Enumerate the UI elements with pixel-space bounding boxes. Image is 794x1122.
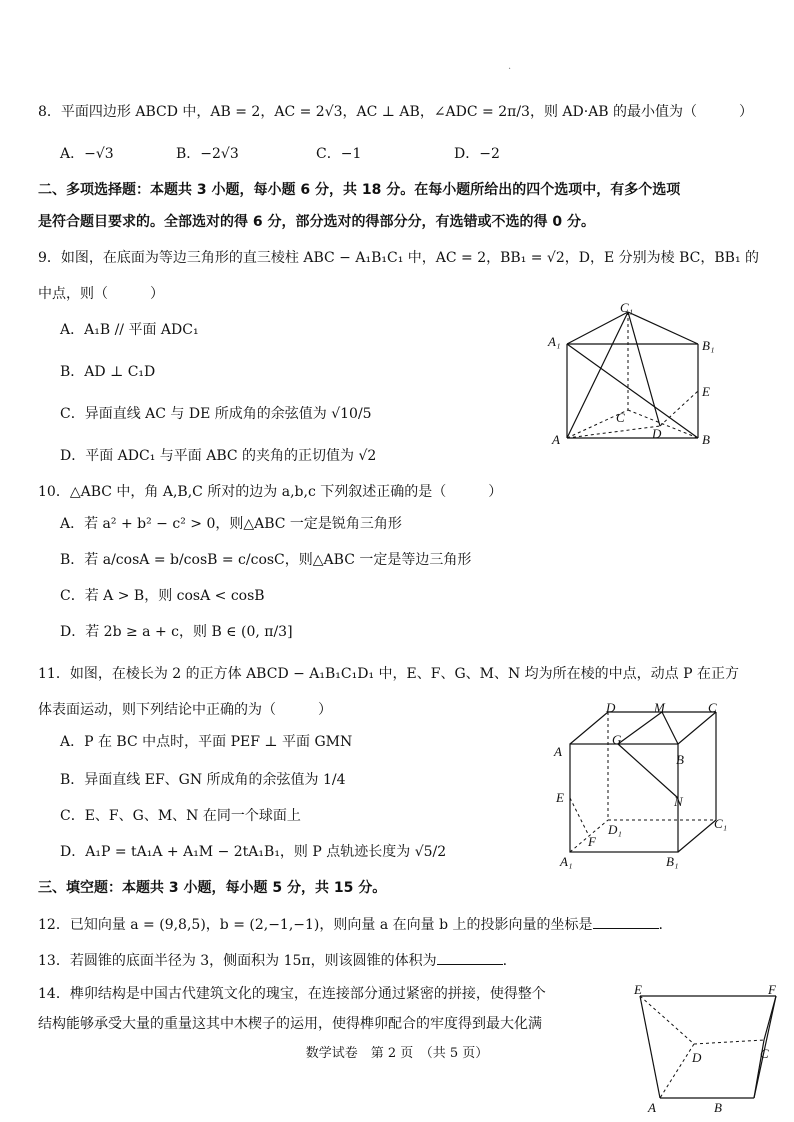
q14-label-f: F — [768, 982, 776, 997]
q9-option-c: C．异面直线 AC 与 DE 所成角的余弦值为 √10/5 — [60, 406, 372, 422]
q9-prism-figure — [540, 298, 730, 450]
q9-label-b1: B₁ — [702, 338, 715, 353]
q9-label-c1: C₁ — [620, 300, 634, 315]
q8-option-c: C．−1 — [316, 146, 362, 162]
q10-stem: 10．△ABC 中，角 A,B,C 所对的边为 a,b,c 下列叙述正确的是（ ） — [38, 484, 503, 500]
q8-option-b: B．−2√3 — [176, 146, 239, 162]
q9-label-a: A — [552, 432, 560, 447]
q9-label-b: B — [702, 432, 710, 447]
q11-label-c: C — [708, 700, 717, 715]
q9-label-a1: A₁ — [548, 334, 561, 349]
q11-label-f: F — [588, 834, 596, 849]
q13-end: . — [502, 953, 508, 969]
q11-label-n: N — [674, 794, 683, 809]
q8-option-a: A．−√3 — [60, 146, 114, 162]
page-mark: · — [508, 64, 512, 75]
q11-label-g: G — [612, 732, 622, 747]
q11-label-d1: D₁ — [608, 822, 622, 837]
q9-option-b: B．AD ⊥ C₁D — [60, 364, 156, 380]
q14-label-d: D — [692, 1050, 702, 1065]
q14-label-b: B — [714, 1100, 722, 1115]
q11-label-c1: C₁ — [714, 816, 728, 831]
q8-option-d: D．−2 — [454, 146, 500, 162]
section2-heading-line1: 二、多项选择题：本题共 3 小题，每小题 6 分，共 18 分。在每小题所给出的四个选项中，有多个选项 — [38, 182, 681, 198]
q11-label-e: E — [556, 790, 564, 805]
q11-label-a: A — [554, 744, 562, 759]
q11-label-a1: A₁ — [560, 854, 573, 869]
q14-line2: 结构能够承受大量的重量这其中木楔子的运用，使得榫卯配合的牢度得到最大化满 — [38, 1016, 542, 1032]
q10-option-a: A．若 a² + b² − c² > 0，则△ABC 一定是锐角三角形 — [60, 516, 402, 532]
q10-option-d: D．若 2b ≥ a + c，则 B ∈ (0, π/3] — [60, 624, 293, 640]
q9-option-a: A．A₁B // 平面 ADC₁ — [60, 322, 199, 338]
q14-label-a: A — [648, 1100, 656, 1115]
q11-option-a: A．P 在 BC 中点时，平面 PEF ⊥ 平面 GMN — [60, 734, 353, 750]
q12-line — [38, 914, 663, 935]
q13-line — [38, 950, 507, 971]
q14-label-e: E — [634, 982, 642, 997]
q11-label-b1: B₁ — [666, 854, 679, 869]
q9-label-c: C — [616, 410, 625, 425]
q11-option-c: C．E、F、G、M、N 在同一个球面上 — [60, 808, 301, 824]
q11-cube-figure — [548, 698, 748, 874]
q9-label-d: D — [652, 426, 662, 441]
q10-option-c: C．若 A > B，则 cosA < cosB — [60, 588, 265, 604]
q11-label-d: D — [606, 700, 616, 715]
q8-stem: 8．平面四边形 ABCD 中，AB = 2，AC = 2√3，AC ⊥ AB，∠ADC = 2π/3，则 AD·AB 的最小值为（ ） — [38, 104, 754, 120]
page-footer: 数学试卷 第 2 页 （共 5 页） — [305, 1046, 489, 1061]
section2-heading-line2: 是符合题目要求的。全部选对的得 6 分，部分选对的得部分分，有选错或不选的得 0 分。 — [38, 214, 595, 230]
q9-label-e: E — [702, 384, 710, 399]
q10-option-b: B．若 a/cosA = b/cosB = c/cosC，则△ABC 一定是等边三角形 — [60, 552, 472, 568]
q11-label-b: B — [676, 752, 684, 767]
q11-stem-line1: 11．如图，在棱长为 2 的正方体 ABCD − A₁B₁C₁D₁ 中，E、F、G、M、N 均为所在棱的中点，动点 P 在正方 — [38, 666, 740, 682]
q11-option-d: D．A₁P = tA₁A + A₁M − 2tA₁B₁，则 P 点轨迹长度为 √5/2 — [60, 844, 447, 860]
q12-end: . — [658, 917, 663, 933]
q9-stem-line1: 9．如图，在底面为等边三角形的直三棱柱 ABC − A₁B₁C₁ 中，AC = 2，BB₁ = √2，D，E 分别为棱 BC，BB₁ 的 — [38, 250, 760, 266]
q11-stem-line2: 体表面运动，则下列结论中正确的为（ ） — [38, 702, 332, 718]
q13-answer-blank[interactable] — [437, 950, 503, 965]
q11-label-m: M — [654, 700, 665, 715]
q9-option-d: D．平面 ADC₁ 与平面 ABC 的夹角的正切值为 √2 — [60, 448, 377, 464]
q9-stem-line2: 中点，则（ ） — [38, 286, 164, 302]
q14-line1: 14．榫卯结构是中国古代建筑文化的瑰宝，在连接部分通过紧密的拼接，使得整个 — [38, 986, 546, 1002]
q12-answer-blank[interactable] — [593, 914, 659, 929]
q12-text: 12．已知向量 a = (9,8,5)，b = (2,−1,−1)，则向量 a 在向量 b 上的投影向量的坐标是 — [38, 917, 593, 933]
q11-option-b: B．异面直线 EF、GN 所成角的余弦值为 1/4 — [60, 772, 346, 788]
q13-text: 13．若圆锥的底面半径为 3，侧面积为 15π，则该圆锥的体积为 — [38, 953, 437, 969]
q14-label-c: C — [760, 1046, 769, 1061]
section3-heading: 三、填空题：本题共 3 小题，每小题 5 分，共 15 分。 — [38, 880, 387, 896]
